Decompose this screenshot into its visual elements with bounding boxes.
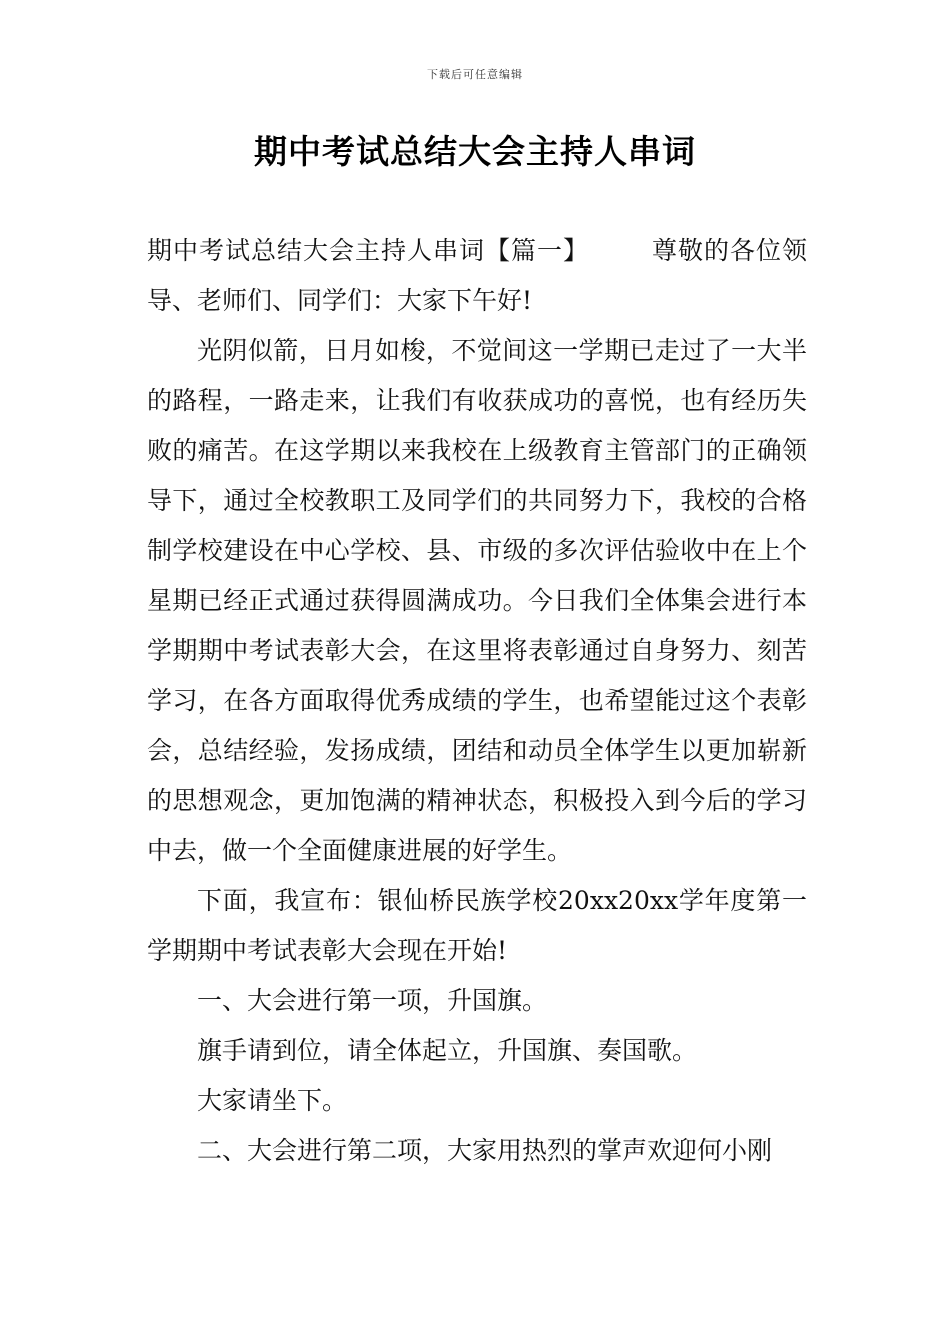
paragraph: 光阴似箭，日月如梭，不觉间这一学期已走过了一大半的路程，一路走来，让我们有收获成功的喜悦，也有经历失败的痛苦。在这学期以来我校在上级教育主管部门的正确领导下，通过全校教职工及同学们的共同努力下，我校的合格制学校建设在中心学校、县、市级的多次评估验收中在上个星期已经正式通过获得圆满成功。今日我们全体集会进行本学期期中考试表彰大会，在这里将表彰通过自身努力、刻苦学习，在各方面取得优秀成绩的学生，也希望能过这个表彰会，总结经验，发扬成绩，团结和动员全体学生以更加崭新的思想观念，更加饱满的精神状态，积极投入到今后的学习中去，做一个全面健康进展的好学生。 xyxy=(147,336,807,865)
paragraph: 一、大会进行第一项，升国旗。 xyxy=(197,986,548,1015)
paragraph: 旗手请到位，请全体起立，升国旗、奏国歌。 xyxy=(197,1036,698,1065)
intro-paragraph xyxy=(147,226,807,326)
paragraph: 二、大会进行第二项，大家用热烈的掌声欢迎何小刚 xyxy=(197,1136,773,1165)
intro-heading: 期中考试总结大会主持人串词【篇一】 xyxy=(147,236,589,265)
document-body xyxy=(147,226,807,1176)
paragraph: 大家请坐下。 xyxy=(197,1086,348,1115)
document-title: 期中考试总结大会主持人串词 xyxy=(254,132,696,171)
header-note: 下载后可任意编辑 xyxy=(427,68,523,81)
paragraph: 下面，我宣布：银仙桥民族学校20xx20xx学年度第一学期期中考试表彰大会现在开始! xyxy=(147,886,807,965)
greeting: 尊敬的各位领导、老师们、同学们：大家下午好! xyxy=(147,236,807,315)
